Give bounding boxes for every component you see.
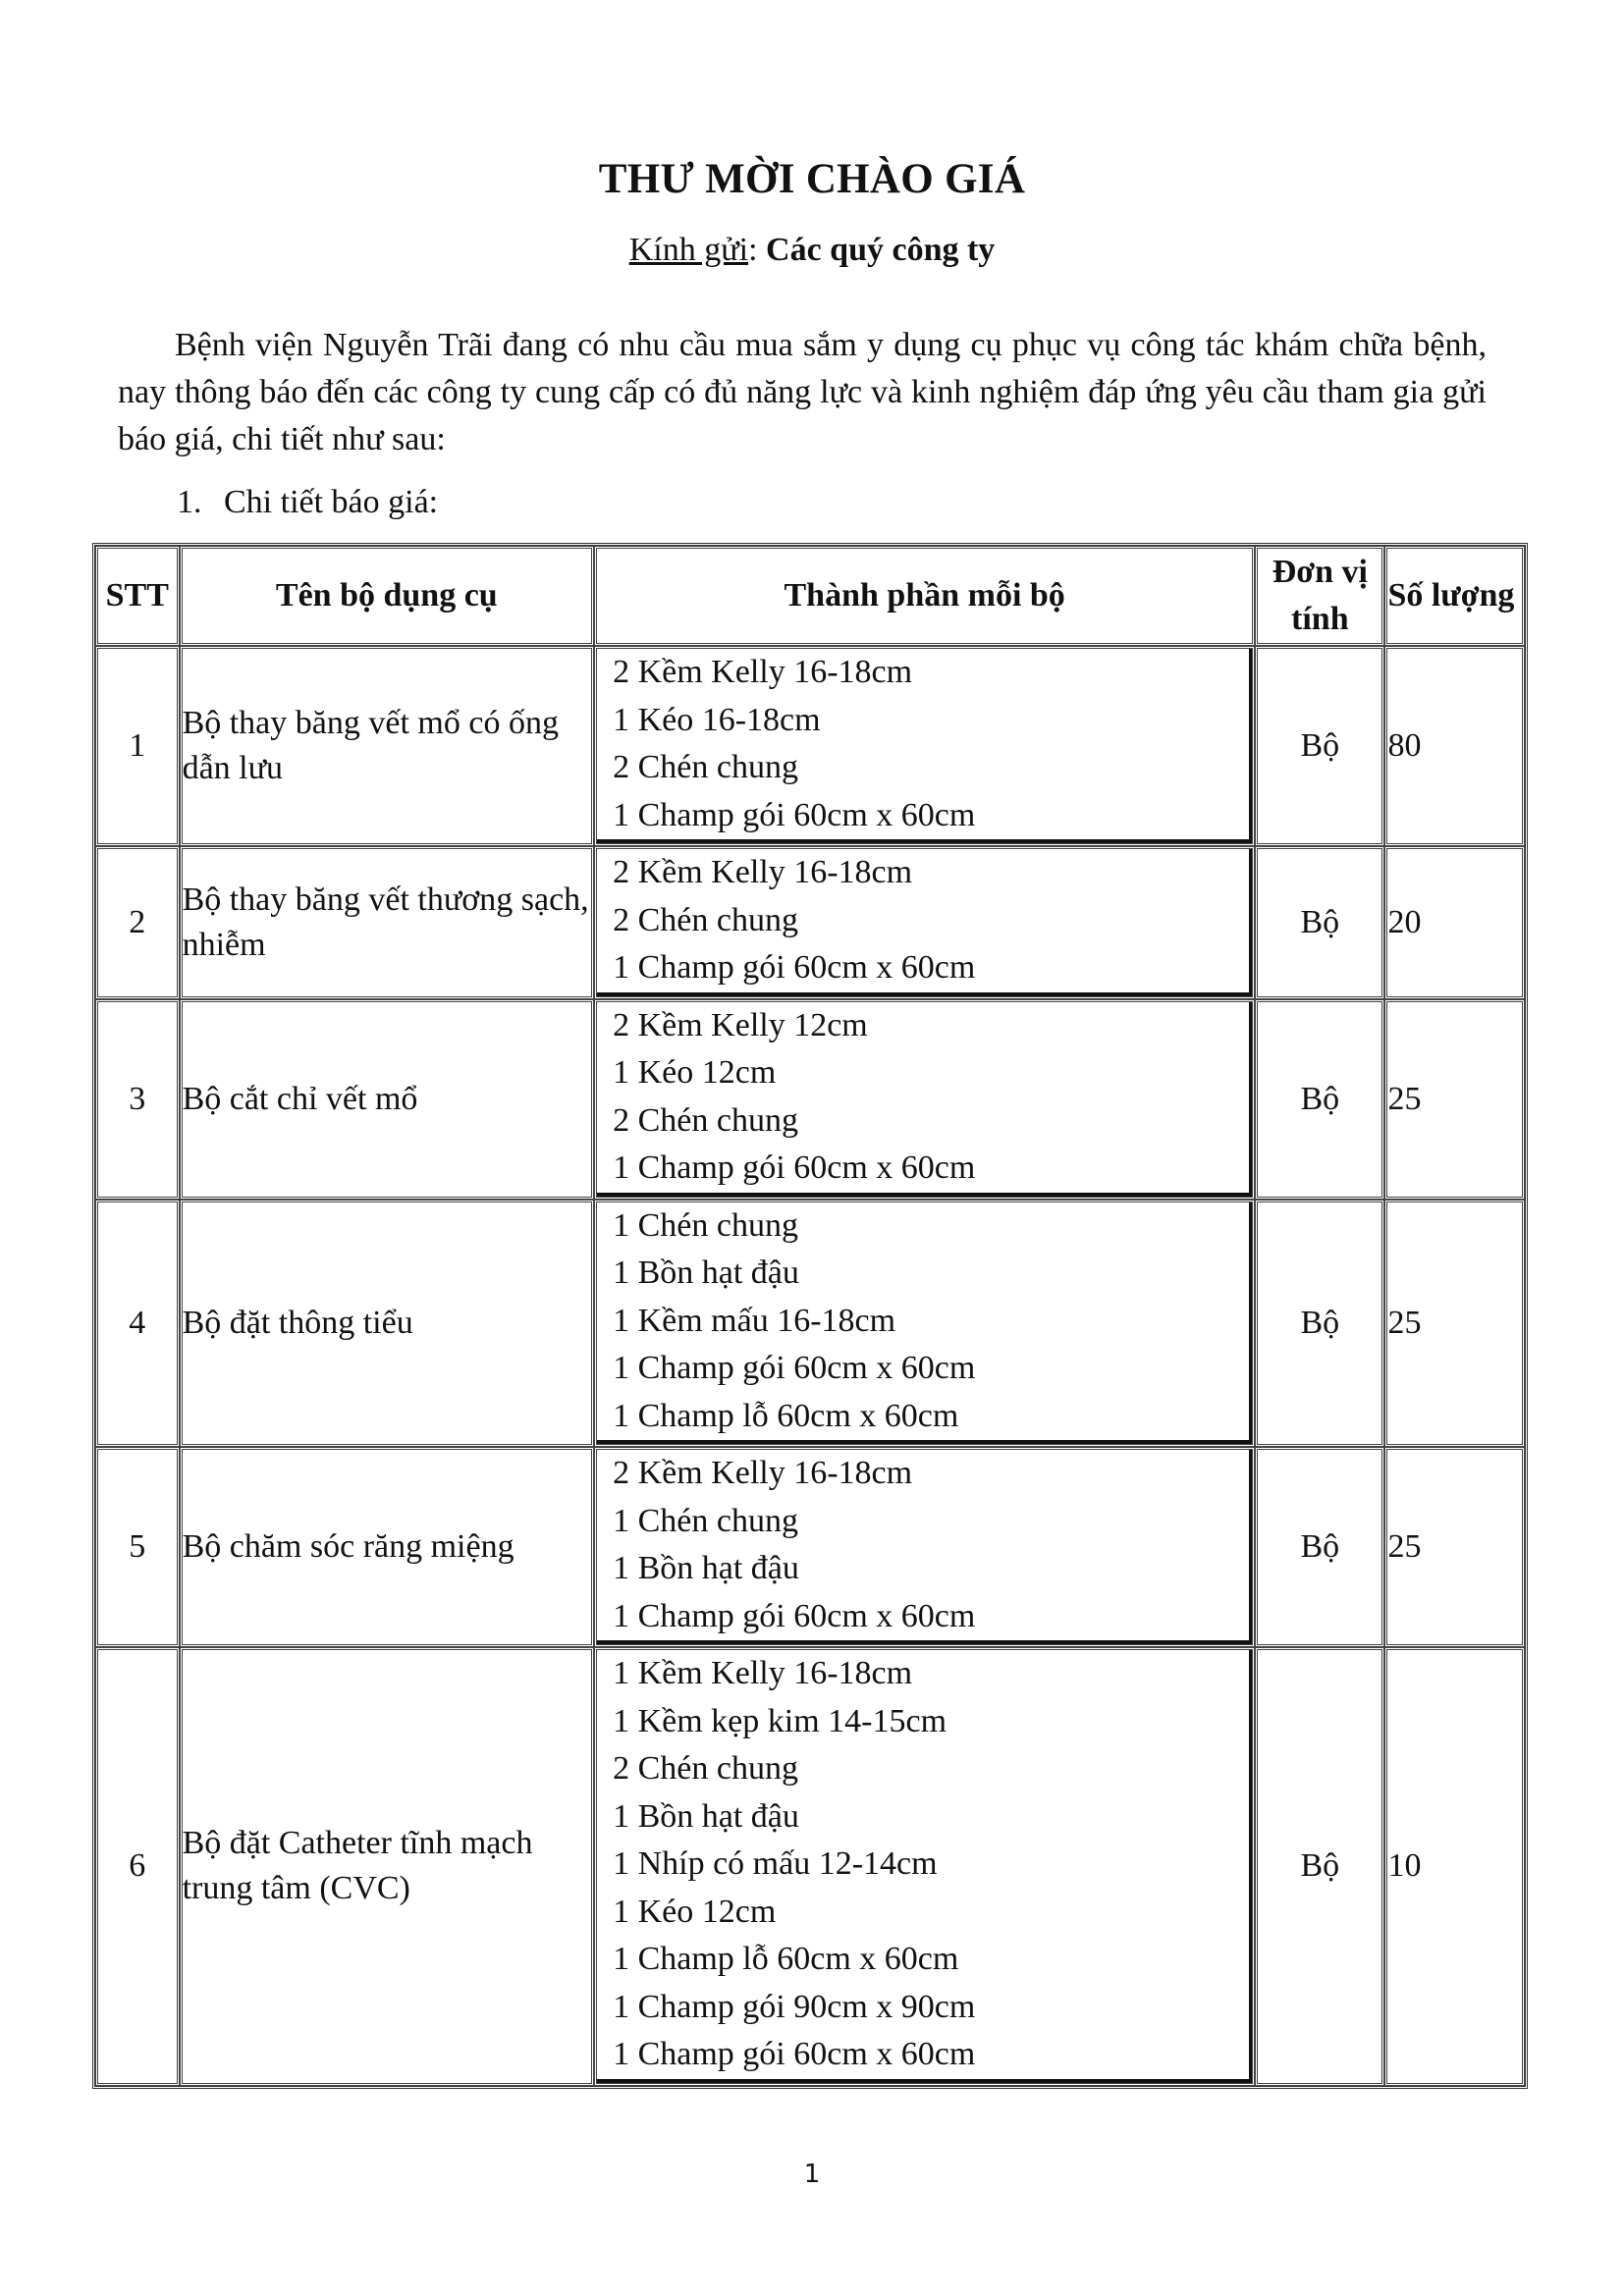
cell-unit: Bộ: [1255, 999, 1384, 1200]
cell-unit: Bộ: [1255, 1647, 1384, 2086]
cell-quantity: 10: [1384, 1647, 1525, 2086]
cell-stt: 4: [95, 1200, 180, 1448]
component-item: 1 Kềm kẹp kim 14-15cm: [613, 1702, 947, 1739]
salutation-recipient: Các quý công ty: [766, 232, 996, 268]
salutation-label: Kính gửi: [628, 232, 749, 268]
cell-name: Bộ đặt thông tiểu: [180, 1200, 595, 1448]
cell-stt: 3: [95, 999, 180, 1200]
header-quantity: Số lượng: [1384, 546, 1525, 646]
section-number: 1.: [177, 484, 202, 520]
header-name: Tên bộ dụng cụ: [180, 546, 595, 646]
component-item: 1 Champ gói 60cm x 60cm: [613, 1350, 976, 1386]
components-list: [597, 1202, 1252, 1445]
components-list: [597, 1002, 1252, 1197]
cell-quantity: 20: [1384, 846, 1525, 999]
table-row: [95, 846, 1525, 999]
components-list: [597, 1450, 1252, 1644]
component-item: 1 Champ gói 60cm x 60cm: [613, 949, 976, 986]
header-components: Thành phần mỗi bộ: [594, 546, 1255, 646]
component-item: 2 Kềm Kelly 12cm: [613, 1006, 868, 1043]
component-item: 1 Kéo 16-18cm: [613, 701, 821, 738]
component-item: 1 Chén chung: [613, 1502, 798, 1539]
cell-name: Bộ chăm sóc răng miệng: [180, 1447, 595, 1647]
cell-quantity: 25: [1384, 999, 1525, 1200]
header-stt: STT: [95, 546, 180, 646]
cell-components: [594, 999, 1255, 1200]
component-item: 1 Kéo 12cm: [613, 1054, 777, 1091]
table-row: [95, 999, 1525, 1200]
cell-name: Bộ thay băng vết thương sạch, nhiễm: [180, 846, 595, 999]
component-item: 1 Champ gói 90cm x 90cm: [613, 1988, 976, 2025]
component-item: 1 Champ gói 60cm x 60cm: [613, 1597, 976, 1634]
component-item: 2 Kềm Kelly 16-18cm: [613, 854, 913, 890]
page-number: 1: [803, 2160, 821, 2189]
component-item: 1 Champ lỗ 60cm x 60cm: [613, 1397, 959, 1434]
component-item: 1 Champ gói 60cm x 60cm: [613, 2036, 976, 2072]
component-item: 1 Nhíp có mấu 12-14cm: [613, 1845, 938, 1882]
cell-unit: Bộ: [1255, 1447, 1384, 1647]
table-row: [95, 1647, 1525, 2086]
cell-unit: Bộ: [1255, 646, 1384, 846]
cell-quantity: 25: [1384, 1447, 1525, 1647]
table-row: [95, 646, 1525, 846]
component-item: 1 Champ lỗ 60cm x 60cm: [613, 1941, 959, 1977]
component-item: 1 Kéo 12cm: [613, 1893, 777, 1930]
cell-stt: 1: [95, 646, 180, 846]
cell-quantity: 25: [1384, 1200, 1525, 1448]
components-list: [597, 849, 1252, 996]
component-item: 1 Kềm Kelly 16-18cm: [613, 1655, 913, 1691]
table-row: [95, 1447, 1525, 1647]
quote-table: [92, 543, 1528, 2089]
cell-name: Bộ đặt Catheter tĩnh mạch trung tâm (CVC): [180, 1647, 595, 2086]
component-item: 2 Kềm Kelly 16-18cm: [613, 1455, 913, 1491]
table-header-row: [95, 546, 1525, 646]
component-item: 1 Kềm mấu 16-18cm: [613, 1302, 896, 1339]
component-item: 1 Chén chung: [613, 1206, 798, 1244]
components-list: [597, 649, 1252, 843]
header-unit: Đơn vị tính: [1255, 546, 1384, 646]
cell-name: Bộ thay băng vết mổ có ống dẫn lưu: [180, 646, 595, 846]
salutation: [0, 229, 1624, 272]
cell-components: [594, 1447, 1255, 1647]
document-title: THƯ MỜI CHÀO GIÁ: [598, 156, 1026, 202]
component-item: 2 Chén chung: [613, 901, 798, 938]
component-item: 1 Bồn hạt đậu: [613, 1797, 799, 1835]
cell-stt: 5: [95, 1447, 180, 1647]
cell-unit: Bộ: [1255, 1200, 1384, 1448]
cell-name: Bộ cắt chỉ vết mổ: [180, 999, 595, 1200]
components-list: [597, 1650, 1252, 2083]
intro-paragraph: Bệnh viện Nguyễn Trãi đang có nhu cầu mua sắm y dụng cụ phục vụ công tác khám chữa bệnh, nay thông báo đến các công ty cung cấp có đủ năng lực và kinh nghiệm đáp ứng yêu cầu tham gia gửi báo giá, chi tiết như sau:: [118, 327, 1487, 457]
component-item: 2 Chén chung: [613, 1101, 798, 1139]
cell-stt: 2: [95, 846, 180, 999]
cell-quantity: 80: [1384, 646, 1525, 846]
section-heading: [177, 479, 438, 526]
cell-stt: 6: [95, 1647, 180, 2086]
component-item: 1 Bồn hạt đậu: [613, 1255, 799, 1291]
salutation-separator: :: [748, 232, 767, 268]
component-item: 2 Kềm Kelly 16-18cm: [613, 654, 913, 690]
section-label: Chi tiết báo giá:: [224, 484, 439, 520]
component-item: 2 Chén chung: [613, 749, 798, 785]
component-item: 2 Chén chung: [613, 1750, 798, 1787]
component-item: 1 Bồn hạt đậu: [613, 1550, 799, 1586]
cell-components: [594, 1647, 1255, 2086]
cell-components: [594, 646, 1255, 846]
component-item: 1 Champ gói 60cm x 60cm: [613, 796, 976, 833]
cell-components: [594, 846, 1255, 999]
component-item: 1 Champ gói 60cm x 60cm: [613, 1149, 976, 1186]
cell-components: [594, 1200, 1255, 1448]
cell-unit: Bộ: [1255, 846, 1384, 999]
table-row: [95, 1200, 1525, 1448]
